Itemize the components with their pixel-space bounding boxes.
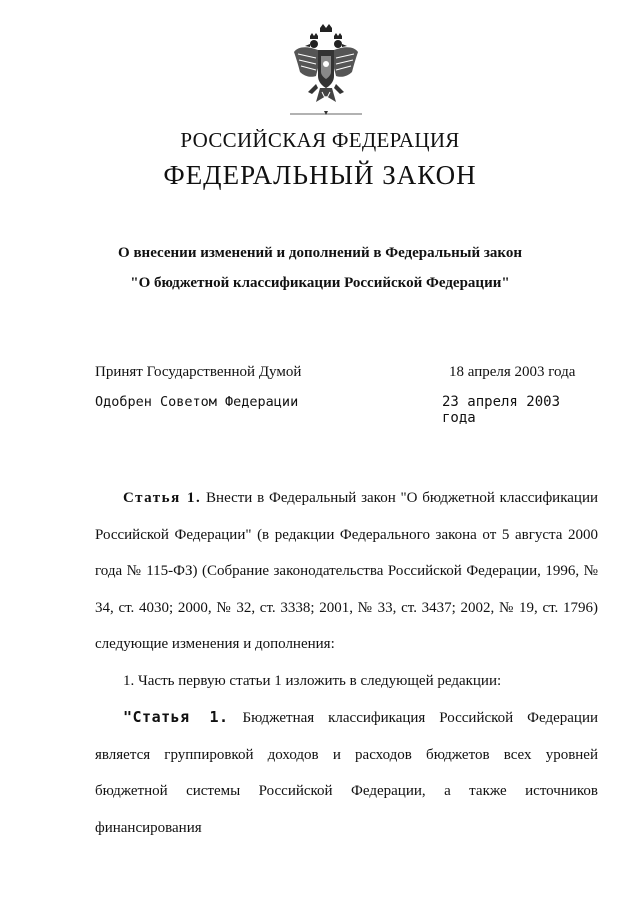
quoted-article-label: "Статья 1. (123, 708, 229, 726)
item-1-paragraph: 1. Часть первую статьи 1 изложить в следующей редакции: (123, 672, 502, 689)
article-label: Статья 1. (123, 490, 202, 506)
coat-of-arms-emblem (290, 22, 362, 118)
quoted-article-paragraph (95, 699, 598, 846)
country-name: РОССИЙСКАЯ ФЕДЕРАЦИЯ (180, 128, 460, 152)
double-headed-eagle-icon (290, 22, 362, 118)
article-text: Внести в Федеральный закон "О бюджетной классификации Российской Федерации" (в редакции Федерального закона от 5 августа 2000 года № 115-ФЗ) (Собрание законодательства Российской Федерации, 1996, № 34, ст. 4030; 2000, № 32, ст. 3338; 2001, № 33, ст. 3437; 2002, № 19, ст. 1796) следующие изменения и дополнения: (95, 490, 598, 652)
document-type-heading: ФЕДЕРАЛЬНЫЙ ЗАКОН (163, 160, 477, 190)
law-title-line-2: "О бюджетной классификации Российской Федерации" (130, 275, 510, 291)
adoption-block (95, 364, 595, 426)
duma-label: Принят Государственной Думой (95, 364, 302, 380)
law-title-line-1: О внесении изменений и дополнений в Федеральный закон (118, 245, 522, 261)
quoted-article-text: Бюджетная классификация Российской Федерации является группировкой доходов и расходов бюджетов всех уровней бюджетной системы Российской Федерации, а также источников финансирования (95, 710, 599, 836)
article-1-paragraph (95, 480, 598, 663)
law-body (95, 480, 598, 846)
law-title (0, 238, 640, 298)
council-approval-row (95, 392, 595, 426)
duma-date: 18 апреля 2003 года (449, 364, 576, 380)
duma-adoption-row (95, 364, 595, 392)
council-date: 23 апреля 2003 года (442, 394, 561, 426)
council-label: Одобрен Советом Федерации (95, 394, 299, 410)
